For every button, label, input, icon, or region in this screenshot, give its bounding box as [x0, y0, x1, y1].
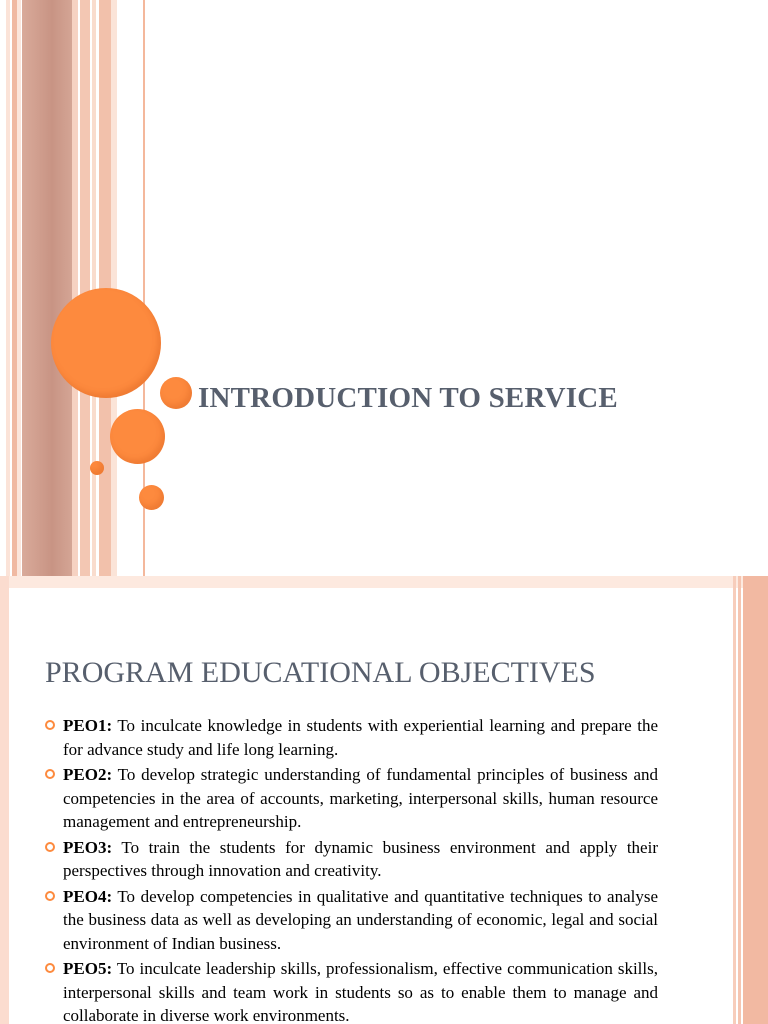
hollow-circle-bullet-icon	[45, 963, 55, 973]
hollow-circle-bullet-icon	[45, 842, 55, 852]
decorative-stripe	[738, 576, 741, 1024]
decorative-stripe	[733, 576, 736, 1024]
decorative-stripe	[22, 0, 72, 576]
decorative-stripe	[72, 0, 78, 576]
objective-label: PEO5:	[63, 959, 113, 978]
objective-label: PEO2:	[63, 765, 113, 784]
objectives-list	[45, 714, 658, 1024]
decorative-circle	[90, 461, 104, 475]
objective-text: To inculcate leadership skills, professionalism, effective communication skills, interpersonal skills and team work in students so as to enable them to manage and collaborate in diverse work environments.	[63, 959, 658, 1024]
hollow-circle-bullet-icon	[45, 891, 55, 901]
decorative-circle	[139, 485, 164, 510]
objective-text: To develop strategic understanding of fundamental principles of business and competencies in the area of accounts, marketing, interpersonal skills, human resource management and entrepreneurship.	[63, 765, 658, 831]
decorative-stripe	[17, 0, 21, 576]
decorative-stripe	[80, 0, 90, 576]
decorative-band	[0, 576, 768, 588]
objective-label: PEO4:	[63, 886, 113, 906]
objective-text: To train the students for dynamic business environment and apply their perspectives through innovation and creativity.	[63, 837, 658, 880]
objective-text: To inculcate knowledge in students with experiential learning and prepare the for advance study and life long learning.	[63, 716, 658, 759]
slide-objectives	[0, 576, 768, 1024]
objective-text: To develop competencies in qualitative and quantitative techniques to analyse the business data as well as developing an understanding of economic, legal and social environment of Indian business.	[63, 886, 658, 953]
objective-label: PEO3:	[63, 837, 113, 857]
objective-label: PEO1:	[63, 716, 113, 735]
slide-heading	[45, 656, 596, 690]
list-item	[45, 763, 658, 834]
list-item	[45, 836, 658, 883]
decorative-circle	[110, 409, 165, 464]
decorative-band	[0, 576, 9, 1024]
list-item	[45, 885, 658, 956]
list-item	[45, 714, 658, 761]
slide-title-text: INTRODUCTION TO SERVICE	[198, 382, 618, 414]
decorative-stripe	[6, 0, 10, 576]
decorative-circle	[51, 288, 161, 398]
hollow-circle-bullet-icon	[45, 720, 55, 730]
hollow-circle-bullet-icon	[45, 769, 55, 779]
objectives-title: PROGRAM EDUCATIONAL OBJECTIVES	[45, 656, 596, 689]
list-item	[45, 957, 658, 1024]
decorative-circle	[160, 377, 192, 409]
decorative-stripe	[743, 576, 768, 1024]
